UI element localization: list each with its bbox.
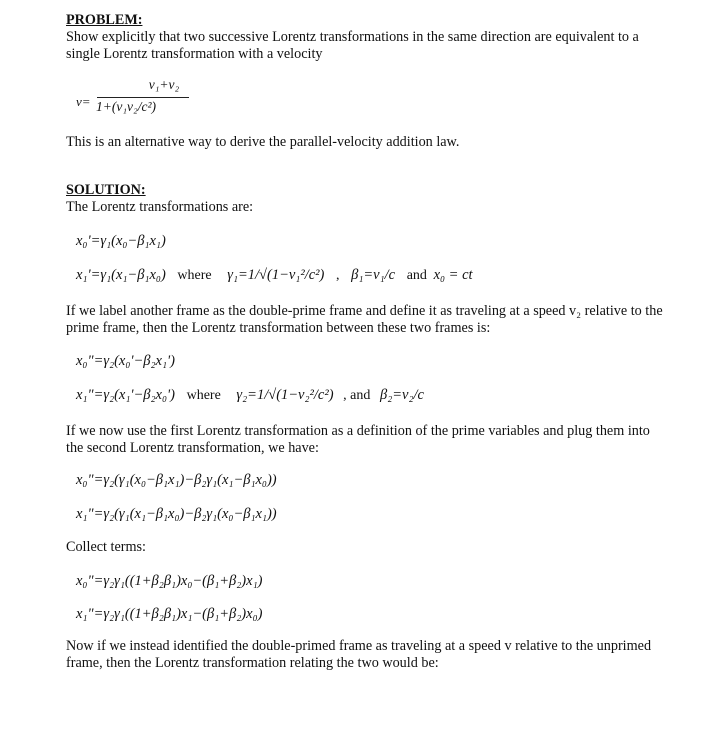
fraction-bar: [97, 97, 189, 98]
where-label: where: [177, 268, 212, 283]
final-paragraph: Now if we instead identified the double-primed frame as traveling at a speed v relative to the unprimed frame, then the Lorentz transformation relating the two would be:: [66, 638, 652, 671]
solution-heading: SOLUTION:: [66, 182, 146, 198]
equation-x1-prime: x₁'=γ₁(x₁−β₁x₀) where γ₁=1/√(1−v₁²/c²) , β₁=v₁/c and x₀ = ct: [76, 267, 473, 283]
collected-equation-x0: x₀"=γ₂γ₁((1+β₂β₁)x₀−(β₁+β₂)x₁): [76, 573, 263, 589]
gamma1-definition: γ₁=1/√(1−v₁²/c²): [227, 267, 325, 283]
equation-x0-prime: x₀'=γ₁(x₀−β₁x₁): [76, 233, 166, 249]
problem-statement: Show explicitly that two successive Lorentz transformations in the same direction are equivalent to a single Lorentz transformation with a velocity: [66, 29, 639, 62]
substituted-equation-x0: x₀"=γ₂(γ₁(x₀−β₁x₁)−β₂γ₁(x₁−β₁x₀)): [76, 472, 277, 488]
formula-denominator: 1+(v₁v₂/c²): [96, 99, 157, 114]
collect-terms-label: Collect terms:: [66, 539, 146, 555]
gamma2-definition: γ₂=1/√(1−v₂²/c²): [236, 387, 334, 403]
beta2-definition: β₂=v₂/c: [380, 387, 424, 403]
formula-lhs: v=: [76, 94, 91, 109]
plug-in-paragraph: If we now use the first Lorentz transformation as a definition of the prime variables and plug them into the second Lorentz transformation, we have:: [66, 423, 650, 456]
substituted-equation-x1: x₁"=γ₂(γ₁(x₁−β₁x₀)−β₂γ₁(x₀−β₁x₁)): [76, 506, 277, 522]
collected-equation-x1: x₁"=γ₂γ₁((1+β₂β₁)x₁−(β₁+β₂)x₀): [76, 606, 263, 622]
solution-intro: The Lorentz transformations are:: [66, 199, 254, 215]
problem-note: This is an alternative way to derive the parallel-velocity addition law.: [66, 134, 460, 150]
equation-x0-double-prime: x₀"=γ₂(x₀'−β₂x₁'): [76, 353, 175, 369]
second-frame-paragraph: If we label another frame as the double-prime frame and define it as traveling at a speed v₂ relative to the prime frame, then the Lorentz transformation between these two frames is:: [66, 303, 663, 336]
problem-heading: PROBLEM:: [66, 12, 143, 28]
beta1-definition: β₁=v₁/c: [351, 267, 396, 283]
equation-x1-double-prime: x₁"=γ₂(x₁'−β₂x₀') where γ₂=1/√(1−v₂²/c²) , and β₂=v₂/c: [76, 387, 424, 403]
x0-definition: x₀ = ct: [433, 267, 473, 283]
formula-numerator: v₁+v₂: [148, 77, 180, 92]
where-label: where: [186, 388, 221, 403]
